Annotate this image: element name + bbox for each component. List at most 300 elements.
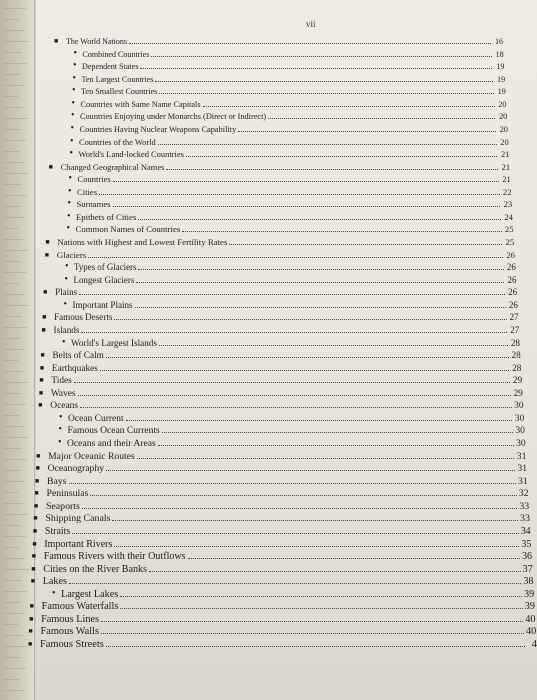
dot-leader [106, 638, 525, 647]
binding-line [4, 690, 24, 691]
toc-entry-page: 39 [524, 601, 535, 613]
dot-leader [100, 362, 510, 371]
binding-line [4, 85, 25, 86]
dot-leader [74, 374, 510, 383]
square-bullet-icon: ■ [38, 401, 43, 410]
square-bullet-icon: ■ [44, 250, 50, 259]
toc-entry [43, 286, 518, 298]
toc-entry [69, 148, 510, 160]
table-of-contents [28, 0, 537, 700]
square-bullet-icon: ■ [36, 451, 41, 460]
square-bullet-icon: ■ [32, 526, 38, 535]
toc-entry-title: The World Nations [66, 37, 127, 46]
toc-entry [32, 538, 532, 551]
binding-line [4, 536, 26, 537]
dot-leader [135, 299, 506, 308]
toc-entry-title: Oceans and their Areas [67, 438, 156, 449]
binding-line [4, 261, 21, 262]
binding-line [4, 404, 26, 405]
dot-leader [138, 211, 501, 220]
dot-leader [99, 186, 499, 195]
toc-entry-page: 31 [516, 450, 527, 462]
binding-line [4, 41, 29, 42]
toc-entry-page: 18 [495, 49, 504, 59]
square-bullet-icon: ■ [40, 351, 45, 360]
toc-entry [30, 575, 534, 588]
toc-entry-title: Cities [77, 186, 98, 197]
dot-leader [114, 311, 506, 320]
dot-leader [81, 324, 507, 333]
dot-leader [159, 337, 508, 346]
dot-leader [101, 625, 524, 634]
toc-entry-title: Oceans [50, 401, 79, 412]
binding-line [4, 184, 22, 185]
toc-entry-page: 29 [513, 388, 523, 399]
toc-entry-title: Famous Rivers with their Outflows [43, 551, 186, 563]
binding-line [4, 580, 22, 581]
round-bullet-icon: • [58, 437, 62, 448]
toc-entry-title: Seaports [45, 500, 80, 512]
toc-entry [32, 525, 531, 538]
toc-entry [41, 324, 520, 336]
toc-entry-title: Countries of the World [79, 137, 156, 147]
toc-entry [36, 450, 527, 463]
toc-entry-page: 16 [495, 37, 503, 46]
toc-entry-page: 30 [515, 425, 525, 437]
square-bullet-icon: ■ [30, 577, 35, 586]
binding-line [4, 327, 27, 328]
toc-entry-title: World's Land-locked Countries [78, 149, 184, 160]
round-bullet-icon: • [62, 336, 66, 348]
round-bullet-icon: • [73, 47, 78, 59]
dot-leader [268, 110, 495, 119]
binding-line [4, 217, 25, 218]
square-bullet-icon: ■ [38, 388, 44, 397]
toc-entry-page: 31 [517, 463, 528, 475]
toc-entry [68, 185, 512, 198]
book-binding [0, 0, 38, 700]
square-bullet-icon: ■ [33, 501, 39, 510]
round-bullet-icon: • [68, 173, 73, 185]
round-bullet-icon: • [72, 85, 76, 97]
toc-entry [71, 110, 508, 123]
toc-entry-page: 35 [521, 538, 532, 550]
toc-entry-page: 40 [525, 613, 536, 625]
toc-entry [71, 97, 507, 111]
square-bullet-icon: ■ [54, 37, 59, 45]
round-bullet-icon: • [64, 273, 69, 285]
toc-entry-title: Oceanography [47, 463, 105, 475]
toc-entry-title: Largest Lakes [61, 588, 119, 600]
toc-entry-title: Longest Glaciers [73, 274, 135, 285]
dot-leader [113, 173, 499, 182]
toc-entry-page: 26 [507, 274, 517, 285]
dot-leader [159, 85, 494, 94]
square-bullet-icon: ■ [39, 376, 44, 385]
toc-entry-page: 37 [522, 563, 533, 575]
square-bullet-icon: ■ [31, 564, 36, 573]
dot-leader [166, 161, 498, 170]
toc-entry [35, 475, 528, 488]
toc-entry-page: 29 [512, 376, 523, 387]
toc-entry-title: Countries with Same Name Capitals [80, 99, 201, 109]
square-bullet-icon: ■ [42, 313, 47, 322]
round-bullet-icon: • [70, 135, 74, 147]
toc-entry-page: 20 [498, 112, 508, 122]
dot-leader [138, 261, 503, 270]
toc-entry-title: Peninsulas [46, 488, 89, 500]
toc-entry-title: Types of Glaciers [74, 262, 137, 273]
square-bullet-icon: ■ [35, 476, 40, 485]
binding-line [4, 679, 19, 680]
square-bullet-icon: ■ [39, 363, 45, 372]
dot-leader [69, 575, 521, 584]
toc-entry-page: 30 [516, 438, 526, 449]
square-bullet-icon: ■ [29, 614, 34, 623]
toc-entry-page: 36 [521, 551, 533, 563]
binding-line [4, 349, 25, 350]
dot-leader [90, 487, 516, 496]
toc-entry [39, 374, 523, 387]
toc-entry-title: Shipping Canals [45, 513, 111, 525]
toc-entry-title: Countries [77, 174, 111, 185]
toc-entry [28, 638, 537, 651]
toc-entry [68, 173, 511, 185]
toc-entry-page: 25 [505, 237, 515, 247]
dot-leader [106, 462, 515, 471]
toc-entry [67, 210, 513, 223]
toc-entry-title: Ten Smallest Countries [81, 87, 158, 97]
toc-entry-page: 20 [500, 137, 509, 147]
binding-line [4, 382, 28, 383]
toc-entry [48, 161, 511, 173]
dot-leader [120, 600, 522, 609]
toc-entry-title: Islands [53, 324, 80, 335]
binding-line [4, 195, 27, 196]
toc-entry-title: Nations with Highest and Lowest Fertility Rates [57, 237, 228, 247]
square-bullet-icon: ■ [32, 539, 37, 548]
toc-entry [66, 223, 514, 235]
binding-line [4, 151, 19, 152]
binding-line [4, 569, 29, 570]
toc-entry-title: Straits [44, 525, 71, 537]
round-bullet-icon: • [63, 298, 68, 310]
binding-line [4, 602, 20, 603]
toc-entry [59, 411, 525, 425]
toc-entry-page: 26 [506, 249, 516, 260]
binding-line [4, 272, 26, 273]
dot-leader [155, 73, 493, 82]
toc-entry-page: 26 [508, 299, 518, 310]
toc-entry-title: Plains [55, 287, 78, 298]
toc-entry-page: 28 [510, 337, 520, 348]
round-bullet-icon: • [59, 411, 63, 423]
binding-line [4, 206, 20, 207]
toc-entry-title: Famous Streets [40, 639, 104, 650]
dot-leader [182, 223, 501, 232]
toc-entry [29, 613, 536, 626]
square-bullet-icon: ■ [28, 640, 33, 648]
binding-line [4, 481, 25, 482]
dot-leader [80, 399, 511, 408]
toc-entry-title: Countries Having Nuclear Weapons Capability [79, 124, 237, 134]
toc-entry [63, 298, 518, 311]
toc-entry-title: Changed Geographical Names [60, 161, 165, 172]
page-number: vii [306, 19, 316, 29]
binding-line [4, 624, 18, 625]
toc-entry [73, 47, 504, 61]
toc-entry [42, 311, 519, 323]
toc-entry-page: 4 [531, 639, 537, 650]
binding-line [4, 338, 20, 339]
round-bullet-icon: • [66, 223, 71, 235]
toc-entry-page: 34 [520, 525, 531, 537]
binding-line [4, 63, 27, 64]
toc-entry-title: Cities on the River Banks [43, 563, 147, 575]
toc-entry [64, 273, 517, 286]
round-bullet-icon: • [72, 72, 77, 84]
binding-line [4, 19, 19, 20]
toc-entry-page: 26 [506, 262, 516, 273]
square-bullet-icon: ■ [29, 602, 34, 611]
round-bullet-icon: • [67, 210, 71, 222]
toc-entry-page: 21 [502, 174, 511, 185]
binding-line [4, 8, 26, 9]
binding-line [4, 173, 29, 174]
toc-entry-page: 32 [518, 488, 529, 500]
dot-leader [188, 550, 520, 559]
dot-leader [106, 349, 509, 358]
toc-entry [67, 198, 513, 210]
toc-entry-title: Waves [50, 388, 76, 399]
toc-entry-title: Epithets of Cities [76, 211, 137, 222]
toc-entry [58, 437, 526, 450]
round-bullet-icon: • [58, 424, 63, 436]
toc-entry-title: Surnames [76, 199, 111, 210]
binding-line [4, 668, 26, 669]
toc-entry-title: Famous Lines [41, 613, 100, 625]
dot-leader [126, 412, 513, 421]
binding-line [4, 470, 20, 471]
toc-entry-title: Earthquakes [51, 363, 98, 374]
round-bullet-icon: • [71, 97, 76, 109]
toc-entry [31, 550, 533, 563]
toc-entry-page: 23 [503, 199, 513, 210]
binding-line [4, 426, 24, 427]
round-bullet-icon: • [67, 198, 72, 210]
toc-entry-page: 30 [514, 413, 525, 424]
binding-line [4, 558, 24, 559]
square-bullet-icon: ■ [43, 288, 48, 297]
dot-leader [101, 613, 523, 622]
toc-entry-title: Major Oceanic Routes [48, 450, 135, 462]
toc-entry [52, 587, 535, 601]
binding-line [4, 107, 23, 108]
binding-line [4, 525, 21, 526]
square-bullet-icon: ■ [34, 489, 39, 498]
dot-leader [149, 563, 521, 572]
toc-entry [28, 625, 537, 638]
book-page [28, 0, 537, 700]
toc-entry [70, 135, 509, 149]
dot-leader [238, 123, 496, 132]
binding-line [4, 415, 19, 416]
dot-leader [69, 475, 516, 484]
binding-line [4, 30, 24, 31]
dot-leader [162, 424, 513, 433]
binding-line [4, 162, 24, 163]
toc-entry [38, 387, 523, 400]
toc-entry-title: Combined Countries [82, 49, 150, 59]
toc-entry-page: 33 [519, 500, 530, 512]
dot-leader [120, 588, 522, 597]
dot-leader [78, 387, 511, 396]
toc-entry-title: Famous Ocean Currents [67, 425, 160, 437]
toc-entry-page: 26 [508, 287, 518, 298]
toc-entry-title: Countries Enjoying under Monarchs (Direct or Indirect) [80, 112, 267, 122]
dot-leader [158, 136, 497, 145]
dot-leader [88, 249, 503, 258]
square-bullet-icon: ■ [35, 464, 40, 473]
dot-leader [82, 500, 517, 509]
toc-entry-title: Ocean Current [68, 413, 124, 424]
toc-entry-page: 19 [496, 62, 505, 72]
binding-line [4, 118, 28, 119]
toc-entry [73, 60, 505, 73]
binding-line [4, 547, 19, 548]
toc-entry-page: 19 [497, 74, 506, 84]
binding-line [4, 129, 21, 130]
binding-line [4, 459, 27, 460]
binding-line [4, 437, 29, 438]
toc-entry-title: Famous Walls [40, 626, 99, 638]
toc-entry [39, 362, 522, 375]
toc-entry-page: 27 [510, 324, 520, 335]
toc-entry-page: 27 [509, 312, 519, 323]
toc-entry-page: 30 [514, 401, 524, 412]
dot-leader [151, 48, 491, 57]
toc-entry-title: Belts of Calm [52, 351, 104, 362]
dot-leader [114, 538, 519, 547]
toc-entry [62, 336, 520, 349]
toc-entry [29, 600, 535, 613]
binding-line [4, 371, 23, 372]
toc-entry-title: Important Rivers [44, 538, 113, 550]
toc-entry [35, 462, 528, 475]
dot-leader [140, 60, 492, 69]
toc-entry [72, 85, 506, 98]
binding-line [4, 239, 23, 240]
round-bullet-icon: • [68, 185, 72, 197]
toc-entry [34, 487, 529, 500]
toc-entry-page: 21 [500, 149, 510, 160]
binding-line [4, 646, 28, 647]
toc-entry [70, 122, 508, 136]
dot-leader [203, 98, 495, 107]
toc-entry-title: Famous Deserts [54, 312, 113, 323]
round-bullet-icon: • [73, 60, 77, 72]
toc-entry [31, 563, 533, 576]
binding-line [4, 448, 22, 449]
binding-line [4, 393, 21, 394]
toc-entry-page: 39 [523, 588, 535, 600]
square-bullet-icon: ■ [31, 552, 37, 561]
binding-line [4, 316, 22, 317]
binding-line [4, 613, 25, 614]
toc-entry [54, 35, 503, 48]
binding-line [4, 250, 28, 251]
toc-entry-page: 31 [518, 475, 528, 487]
toc-entry [44, 249, 516, 261]
toc-entry-page: 38 [523, 576, 534, 588]
binding-line [4, 360, 18, 361]
binding-line [4, 503, 23, 504]
binding-line [4, 492, 18, 493]
dot-leader [72, 525, 518, 534]
round-bullet-icon: • [71, 110, 75, 122]
binding-line [4, 283, 19, 284]
binding-line [4, 305, 29, 306]
toc-entry [58, 424, 525, 437]
binding-line [4, 96, 18, 97]
dot-leader [158, 437, 514, 446]
toc-entry-title: World's Largest Islands [71, 337, 157, 348]
toc-entry-page: 25 [504, 224, 514, 235]
toc-entry [40, 349, 521, 362]
square-bullet-icon: ■ [33, 514, 38, 523]
toc-entry-page: 20 [498, 99, 507, 109]
round-bullet-icon: • [65, 261, 69, 273]
square-bullet-icon: ■ [45, 238, 50, 246]
round-bullet-icon: • [70, 122, 75, 134]
square-bullet-icon: ■ [28, 627, 33, 636]
dot-leader [186, 148, 498, 157]
toc-entry-title: Dependent States [82, 62, 139, 72]
binding-line [4, 657, 21, 658]
binding-line [4, 228, 18, 229]
dot-leader [113, 198, 501, 207]
toc-entry-page: 21 [501, 161, 511, 172]
dot-leader [136, 274, 504, 283]
toc-entry-page: 20 [499, 124, 508, 134]
toc-entry-title: Important Plains [72, 299, 133, 310]
dot-leader [112, 512, 517, 521]
toc-entry [33, 512, 530, 525]
toc-entry-title: Tides [51, 376, 72, 387]
round-bullet-icon: • [52, 587, 56, 599]
toc-entry [72, 72, 506, 86]
toc-entry-page: 22 [502, 186, 512, 197]
toc-entry-page: 33 [520, 513, 530, 525]
toc-entry-title: Common Names of Countries [75, 224, 181, 235]
dot-leader [79, 286, 505, 295]
binding-line [4, 514, 28, 515]
binding-line [4, 635, 23, 636]
round-bullet-icon: • [69, 148, 74, 160]
toc-entry-title: Ten Largest Countries [81, 74, 154, 84]
toc-entry-page: 19 [497, 87, 506, 97]
toc-entry-title: Bays [47, 475, 67, 487]
binding-line [4, 52, 22, 53]
toc-entry [65, 261, 516, 273]
toc-entry [45, 236, 515, 248]
binding-line [4, 591, 27, 592]
dot-leader [129, 35, 491, 44]
dot-leader [229, 236, 502, 245]
square-bullet-icon: ■ [41, 325, 46, 334]
toc-entry-title: Famous Waterfalls [41, 601, 119, 613]
toc-entry-page: 28 [511, 351, 521, 362]
